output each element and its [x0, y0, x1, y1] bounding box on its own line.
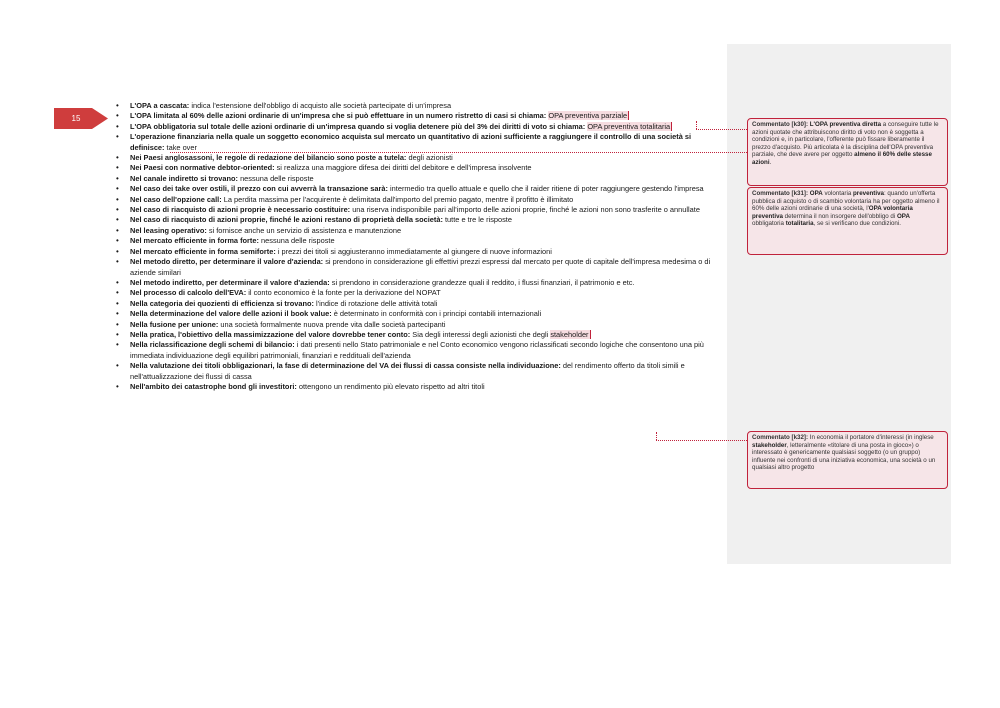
- list-item: [116, 184, 720, 194]
- list-item: [116, 132, 720, 153]
- list-item: [116, 111, 720, 121]
- answer-text: i dati presenti nello Stato patrimoniale e nel Conto economico vengono riclassificati secondo logiche che consentono una più immediata individuazione degli equilibri patrimoniali, finanziari e reddituali dell'azienda: [130, 340, 704, 360]
- comment-k32-text2: , letteralmente «titolare di una posta in gioco») o interessato è genericamente qualsiasi soggetto (o un gruppo) influente nei confronti di una iniziativa economica, una società o un qualsiasi altro progetto: [752, 441, 936, 472]
- comment-k30-bold1: L'OPA preventiva diretta: [809, 121, 882, 128]
- question-text: L'OPA limitata al 60% delle azioni ordinarie di un'impresa che si può effettuare in un numero ristretto di casi si chiama:: [130, 111, 547, 121]
- question-text: Nel caso di riacquisto di azioni proprie, finché le azioni restano di proprietà della società:: [130, 215, 443, 225]
- comment-k30-header: Commentato [k30]:: [752, 121, 809, 128]
- comment-anchor-k30: [696, 121, 697, 129]
- question-text: L'operazione finanziaria nella quale un soggetto economico acquista sul mercato un quantitativo di azioni sufficiente a raggiungere il controllo di una società si definisce:: [130, 132, 692, 152]
- answer-text: si fornisce anche un servizio di assistenza e manutenzione: [206, 225, 402, 235]
- answer-text: take over: [164, 142, 197, 152]
- answer-text: del rendimento offerto da titoli simili e nell'attualizzazione dei flussi di cassa: [130, 361, 685, 381]
- list-item: [116, 101, 720, 111]
- list-item: [116, 309, 720, 319]
- comment-k32-bold1: stakeholder: [752, 441, 787, 449]
- commented-answer-highlight[interactable]: OPA preventiva totalitaria: [587, 121, 671, 131]
- list-item: [116, 236, 720, 246]
- comment-k31-text5: , se si verificano due condizioni.: [813, 220, 901, 228]
- question-text: Nella riclassificazione degli schemi di bilancio:: [130, 340, 295, 350]
- comment-k31[interactable]: [747, 187, 948, 255]
- comment-k31-text1: volontaria: [822, 190, 854, 197]
- comment-k30[interactable]: [747, 118, 948, 186]
- comment-k31-text4: obbligatoria: [752, 220, 786, 228]
- page-number-marker: [54, 108, 108, 129]
- answer-text: si prendono in considerazione grandezze quali il reddito, i flussi finanziari, il patrimonio e etc.: [329, 277, 635, 287]
- list-item: [116, 122, 720, 132]
- comment-k31-bold4: OPA: [896, 212, 910, 220]
- list-item: [116, 163, 720, 173]
- question-text: Nella pratica, l'obiettivo della massimizzazione del valore dovrebbe tener conto:: [130, 329, 411, 339]
- list-item: [116, 361, 720, 382]
- list-item: [116, 320, 720, 330]
- question-text: Nel metodo diretto, per determinare il valore d'azienda:: [130, 257, 324, 267]
- question-text: Nel caso dei take over ostili, il prezzo con cui avverrà la transazione sarà:: [130, 184, 388, 194]
- list-item: [116, 215, 720, 225]
- answer-text: si prendono in considerazione gli effettivi prezzi espressi dal mercato per quote di capitale dell'impresa medesima o di aziende similari: [130, 257, 711, 277]
- answer-text: Sia degli interessi degli azionisti che degli: [410, 329, 551, 339]
- comment-leader-k30: [696, 129, 747, 130]
- question-text: Nel processo di calcolo dell'EVA:: [130, 288, 247, 298]
- question-text: Nella fusione per unione:: [130, 319, 219, 329]
- comment-k30-text1: a conseguire tutte le azioni quotate che attribuiscono diritto di voto non è soggetta a condizioni e, in particolare, l'offerente può fissare liberamente il prezzo d'acquisto. Più articolata è la disciplina dell'OPA preventiva parziale, che deve avere per oggetto: [752, 121, 939, 159]
- answer-text: La perdita massima per l'acquirente è delimitata dall'importo del premio pagato, mentre il profitto è illimitato: [221, 194, 574, 204]
- question-text: Nel metodo indiretto, per determinare il valore d'azienda:: [130, 277, 330, 287]
- question-text: Nella categoria dei quozienti di efficienza si trovano:: [130, 298, 314, 308]
- answer-text: il conto economico è la fonte per la derivazione del NOPAT: [246, 288, 441, 298]
- answer-text: degli azionisti: [406, 153, 453, 163]
- comment-k31-bold2: preventiva: [853, 190, 884, 197]
- answer-text: tutte e tre le risposte: [442, 215, 512, 225]
- question-text: Nell'ambito dei catastrophe bond gli investitori:: [130, 381, 297, 391]
- answer-text: ottengono un rendimento più elevato rispetto ad altri titoli: [296, 381, 485, 391]
- answer-text: nessuna delle risposte: [238, 173, 314, 183]
- list-item: [116, 174, 720, 184]
- list-item: [116, 247, 720, 257]
- comment-k31-bold3: OPA volontaria preventiva: [752, 205, 913, 220]
- comment-k31-header: Commentato [k31]:: [752, 190, 809, 197]
- answer-text: è determinato in conformità con i principi contabili internazionali: [331, 309, 542, 319]
- comment-k32-text1: In economia il portatore d'interessi (in inglese: [808, 434, 934, 441]
- question-text: Nel caso dell'opzione call:: [130, 194, 222, 204]
- list-item: [116, 278, 720, 288]
- answer-text: i prezzi dei titoli si aggiusteranno immediatamente al giungere di nuove informazioni: [275, 246, 552, 256]
- page-number: 15: [71, 114, 81, 123]
- comment-k31-text2: : quando un'offerta pubblica di acquisto o di scambio volontaria ha per oggetto almeno il 60% delle azioni ordinarie di una società, l': [752, 190, 940, 213]
- list-item: [116, 330, 720, 340]
- question-text: Nella determinazione del valore delle azioni il book value:: [130, 309, 332, 319]
- comment-anchor-k32: [656, 432, 657, 440]
- comment-k32-header: Commentato [k32]:: [752, 434, 809, 441]
- comment-k30-bold2: almeno il 60% delle stesse azioni: [752, 151, 932, 166]
- list-item: [116, 288, 720, 298]
- comment-leader-k32: [656, 440, 747, 441]
- list-item: [116, 257, 720, 278]
- comment-k31-bold1: OPA: [809, 190, 823, 197]
- answer-text: intermedio tra quello attuale e quello che il raider ritiene di poter raggiungere gestendo l'impresa: [387, 184, 704, 194]
- list-item: [116, 195, 720, 205]
- question-list: [116, 101, 720, 392]
- answer-text: indica l'estensione dell'obbligo di acquisto alle società partecipate di un'impresa: [189, 101, 452, 110]
- question-text: Nel leasing operativo:: [130, 225, 207, 235]
- list-item: [116, 299, 720, 309]
- question-text: L'OPA a cascata:: [130, 101, 190, 110]
- list-item: [116, 340, 720, 361]
- question-text: L'OPA obbligatoria sul totale delle azioni ordinarie di un'impresa quando si voglia detenere più del 3% dei diritti di voto si chiama:: [130, 121, 586, 131]
- question-text: Nel caso di riacquisto di azioni proprie è necessario costituire:: [130, 205, 351, 215]
- list-item: [116, 153, 720, 163]
- answer-text: si realizza una maggiore difesa dei diritti del debitore e dell'impresa insolvente: [274, 163, 532, 173]
- comment-leader-k31: [170, 152, 747, 153]
- list-item: [116, 382, 720, 392]
- list-item: [116, 226, 720, 236]
- question-text: Nel mercato efficiente in forma semiforte:: [130, 246, 276, 256]
- comment-k31-text3: determina il non insorgere dell'obbligo di: [782, 212, 897, 220]
- commented-answer-highlight[interactable]: stakeholder: [550, 329, 589, 339]
- question-text: Nel mercato efficiente in forma forte:: [130, 236, 259, 246]
- answer-text: una società formalmente nuova prende vita dalle società partecipanti: [218, 319, 446, 329]
- question-text: Nei Paesi con normative debtor-oriented:: [130, 163, 275, 173]
- comment-k32[interactable]: [747, 431, 948, 489]
- commented-answer-highlight[interactable]: OPA preventiva parziale: [548, 111, 628, 121]
- comment-k30-text2: .: [769, 158, 772, 166]
- question-text: Nella valutazione dei titoli obbligazionari, la fase di determinazione del VA dei flussi di cassa consiste nella individuazione:: [130, 361, 561, 371]
- question-text: Nei Paesi anglosassoni, le regole di redazione del bilancio sono poste a tutela:: [130, 153, 407, 163]
- answer-text: una riserva indisponibile pari all'importo delle azioni proprie, finché le azioni non sono trasferite o annullate: [350, 205, 700, 215]
- answer-text: nessuna delle risposte: [258, 236, 335, 246]
- comment-k31-bold5: totalitaria: [785, 220, 814, 228]
- answer-text: l'indice di rotazione delle attività totali: [313, 298, 438, 308]
- list-item: [116, 205, 720, 215]
- question-text: Nel canale indiretto si trovano:: [130, 173, 239, 183]
